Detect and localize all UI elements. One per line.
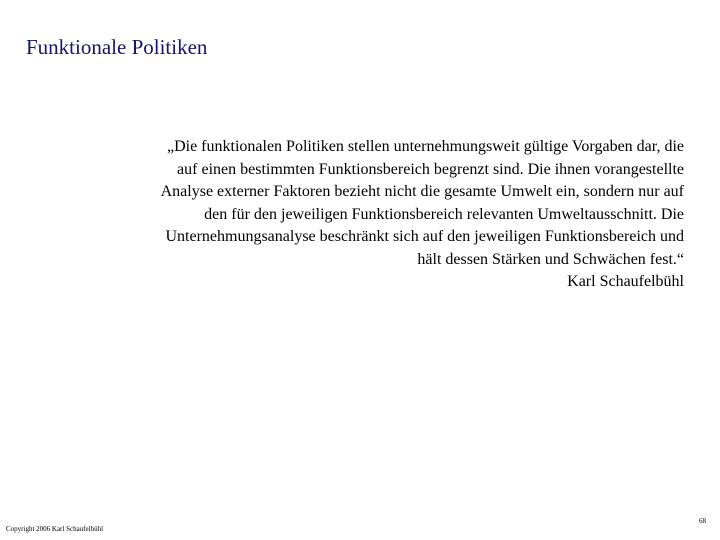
- quote-line: den für den jeweiligen Funktionsbereich relevanten Umweltausschnitt. Die: [204, 205, 684, 223]
- quote-block: [88, 136, 684, 294]
- footer-copyright: Copyright 2006 Karl Schaufelbühl: [6, 525, 104, 533]
- quote-author: Karl Schaufelbühl: [567, 273, 684, 290]
- quote-line: auf einen bestimmten Funktionsbereich begrenzt sind. Die ihnen vorangestellte: [177, 160, 684, 178]
- quote-line: „Die funktionalen Politiken stellen unternehmungsweit gültige Vorgaben dar, die: [166, 138, 684, 155]
- quote-line: hält dessen Stärken und Schwächen fest.“: [417, 250, 684, 268]
- slide-title: Funktionale Politiken: [26, 35, 208, 59]
- page-number: 68: [699, 517, 706, 525]
- quote-line: Analyse externer Faktoren bezieht nicht die gesamte Umwelt ein, sondern nur auf: [160, 183, 684, 200]
- quote-line: Unternehmungsanalyse beschränkt sich auf den jeweiligen Funktionsbereich und: [165, 228, 684, 245]
